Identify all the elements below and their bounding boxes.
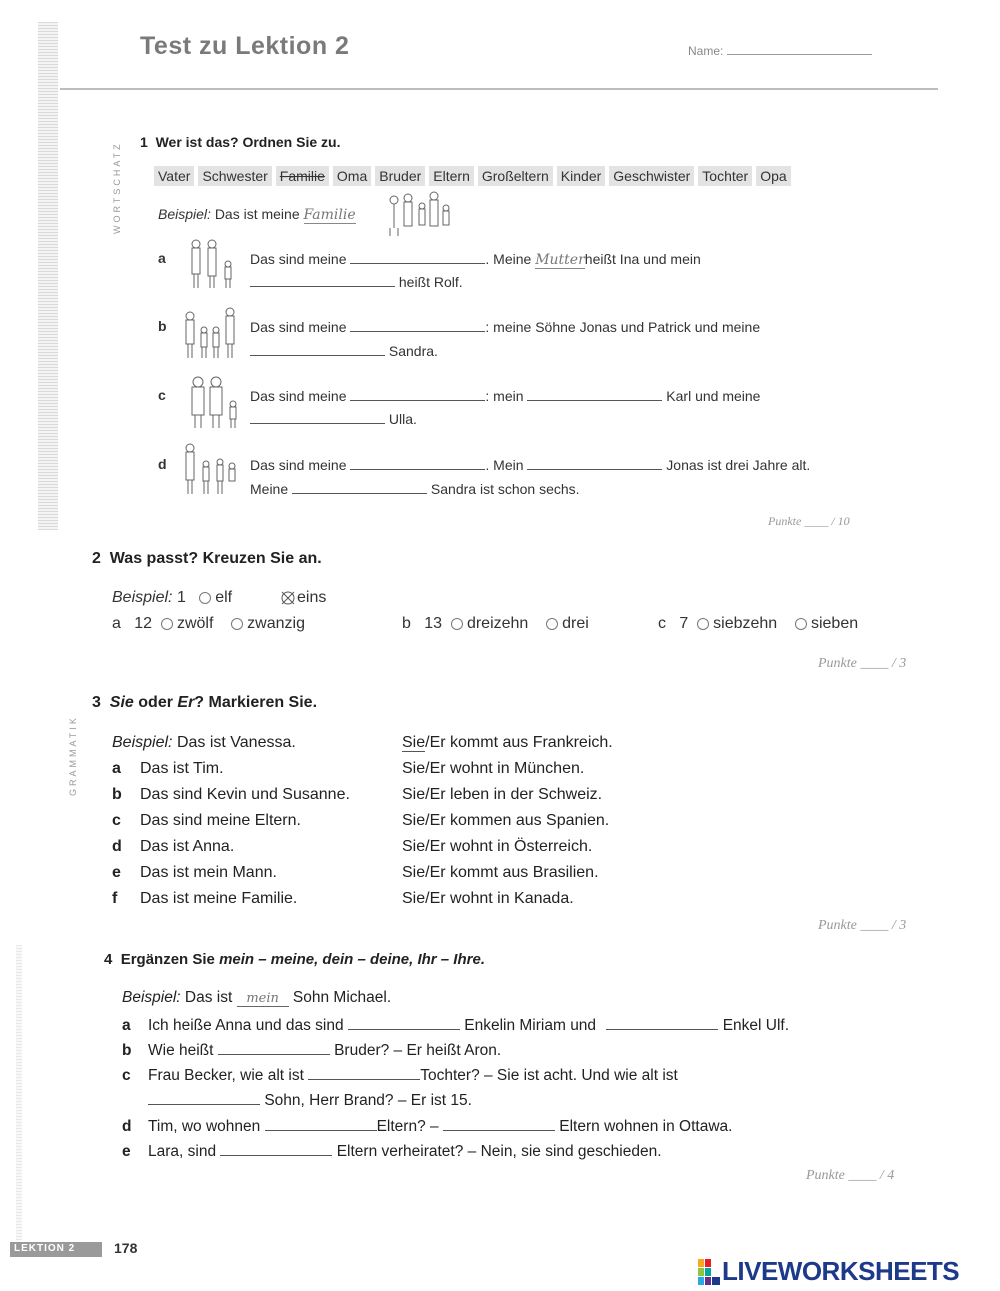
ex2-heading: 2 Was passt? Kreuzen Sie an.: [92, 550, 322, 567]
row-statement: Das ist Tim.: [140, 760, 224, 777]
word-bank-item: Kinder: [557, 166, 605, 186]
answer-blank[interactable]: [148, 1090, 260, 1105]
section-label-grammatik: GRAMMATIK: [68, 715, 78, 796]
ex2-row: c 7 siebzehn sieben: [658, 615, 859, 632]
family-illustration-c: [188, 372, 242, 430]
header-rule: [60, 88, 938, 90]
row-statement: Das ist Anna.: [140, 838, 235, 855]
row-statement: Das sind Kevin und Susanne.: [140, 786, 350, 803]
ex1-a-line1: Das sind meine . Meine Mutterheißt Ina und mein: [250, 251, 701, 268]
row-letter: b: [112, 786, 122, 803]
ex1-b-letter: b: [158, 318, 167, 334]
answer-blank[interactable]: [292, 479, 427, 494]
sie-er-choice[interactable]: Sie/Er kommen aus Spanien.: [402, 812, 610, 829]
ex1-b-line2: Sandra.: [250, 341, 438, 359]
handwritten-mein: mein: [237, 991, 289, 1007]
word-bank-item: Geschwister: [609, 166, 694, 186]
answer-blank[interactable]: [265, 1116, 377, 1131]
answer-blank[interactable]: [308, 1065, 420, 1080]
family-illustration-b: [182, 304, 240, 360]
row-statement: Das ist mein Mann.: [140, 864, 277, 881]
row-letter: d: [112, 838, 122, 855]
answer-blank[interactable]: [606, 1015, 718, 1030]
option-circle[interactable]: [161, 618, 173, 630]
ex2-row: a 12 zwölf zwanzig: [112, 615, 305, 632]
sie-er-choice[interactable]: Sie/Er wohnt in München.: [402, 760, 585, 777]
family-illustration-d: [182, 440, 240, 496]
option-circle[interactable]: [795, 618, 807, 630]
row-letter: a: [112, 760, 121, 777]
ex4-e: e Lara, sind Eltern verheiratet? – Nein, sie sind geschieden.: [122, 1143, 662, 1160]
word-bank-item: Eltern: [429, 166, 474, 186]
ex4-example: Beispiel: Das ist mein Sohn Michael.: [122, 989, 392, 1006]
option-circle[interactable]: [697, 618, 709, 630]
ex3-row: [112, 760, 585, 778]
answer-blank[interactable]: [527, 386, 662, 401]
ex4-heading: 4 Ergänzen Sie mein – meine, dein – deine, Ihr – Ihre.: [104, 951, 485, 968]
word-bank-item: Schwester: [198, 166, 271, 186]
word-bank-item: Oma: [333, 166, 371, 186]
handwritten-mutter: Mutter: [535, 252, 585, 268]
ex1-c-line1: Das sind meine : mein Karl und meine: [250, 388, 761, 404]
page-number: 178: [114, 1240, 138, 1256]
answer-blank[interactable]: [443, 1116, 555, 1131]
name-label: Name:: [688, 44, 872, 58]
ex3-score: Punkte ____ / 3: [818, 918, 907, 933]
crossed-circle: [281, 591, 295, 605]
row-letter: f: [112, 890, 118, 907]
answer-blank[interactable]: [250, 272, 395, 287]
family-illustration-a: [186, 236, 240, 290]
row-statement: Das sind meine Eltern.: [140, 812, 301, 829]
option-circle[interactable]: [231, 618, 243, 630]
answer-blank[interactable]: [348, 1015, 460, 1030]
ex1-b-line1: Das sind meine : meine Söhne Jonas und Patrick und meine: [250, 319, 761, 335]
ex4-a: a Ich heiße Anna und das sind Enkelin Miriam und Enkel Ulf.: [122, 1017, 790, 1034]
row-letter: c: [112, 812, 121, 829]
ex1-score: Punkte ____ / 10: [768, 514, 850, 528]
answer-blank[interactable]: [218, 1040, 330, 1055]
answer-blank[interactable]: [250, 341, 385, 356]
word-bank-item: Tochter: [698, 166, 752, 186]
section-label-wortschatz: WORTSCHATZ: [112, 141, 122, 234]
sie-er-choice[interactable]: Sie/Er kommt aus Brasilien.: [402, 864, 599, 881]
ex1-c-line2: Ulla.: [250, 409, 417, 427]
margin-stripe: [38, 22, 58, 530]
answer-blank[interactable]: [527, 455, 662, 470]
word-bank-item: Vater: [154, 166, 194, 186]
liveworksheets-logo: LIVEWORKSHEETS: [698, 1256, 959, 1287]
ex1-d-line2: Meine Sandra ist schon sechs.: [250, 481, 580, 497]
sie-er-choice[interactable]: Sie/Er wohnt in Kanada.: [402, 890, 574, 907]
ex2-example: Beispiel: 1 elf eins: [112, 589, 327, 606]
ex4-c: c Frau Becker, wie alt ist Tochter? – Sie ist acht. Und wie alt ist: [122, 1067, 678, 1084]
footer-lektion-badge: LEKTION 2: [10, 1242, 102, 1257]
word-bank: [154, 166, 791, 186]
sie-er-choice[interactable]: Sie/Er wohnt in Österreich.: [402, 838, 593, 855]
ex1-c-letter: c: [158, 387, 166, 403]
liveworksheets-icon: [698, 1259, 720, 1285]
ex1-a-line2: heißt Rolf.: [250, 272, 463, 290]
answer-blank[interactable]: [350, 249, 485, 264]
ex1-d-letter: d: [158, 456, 167, 472]
margin-stripe-lower: [16, 945, 22, 1240]
ex1-example: Beispiel: Das ist meine Familie: [158, 206, 356, 223]
word-bank-item: Bruder: [375, 166, 425, 186]
answer-blank[interactable]: [350, 386, 485, 401]
ex2-row: b 13 dreizehn drei: [402, 615, 589, 632]
ex1-heading: 1 Wer ist das? Ordnen Sie zu.: [140, 134, 341, 150]
page-title: Test zu Lektion 2: [140, 32, 350, 60]
sie-er-choice[interactable]: Sie/Er leben in der Schweiz.: [402, 786, 603, 803]
answer-blank[interactable]: [350, 317, 485, 332]
family-illustration-example: [384, 188, 454, 238]
ex4-c-cont: Sohn, Herr Brand? – Er ist 15.: [148, 1090, 472, 1110]
example-answer: Familie: [303, 207, 356, 223]
ex3-row: [112, 864, 599, 882]
ex4-d: d Tim, wo wohnen Eltern? – Eltern wohnen in Ottawa.: [122, 1118, 733, 1135]
ex3-row: [112, 890, 574, 908]
word-bank-item: Familie: [276, 166, 329, 186]
row-statement: Das ist meine Familie.: [140, 890, 298, 907]
option-circle[interactable]: [199, 592, 211, 604]
option-circle[interactable]: [546, 618, 558, 630]
ex3-example: Beispiel: Das ist Vanessa. Sie/Er kommt aus Frankreich.: [112, 734, 613, 751]
ex3-row: [112, 812, 610, 830]
option-circle[interactable]: [451, 618, 463, 630]
answer-blank[interactable]: [250, 409, 385, 424]
ex3-row: [112, 838, 593, 856]
answer-blank[interactable]: [220, 1141, 332, 1156]
ex1-d-line1: Das sind meine . Mein Jonas ist drei Jahre alt.: [250, 457, 811, 473]
word-bank-item: Großeltern: [478, 166, 553, 186]
ex4-b: b Wie heißt Bruder? – Er heißt Aron.: [122, 1042, 502, 1059]
ex2-score: Punkte ____ / 3: [818, 656, 907, 671]
answer-blank[interactable]: [350, 455, 485, 470]
word-bank-item: Opa: [756, 166, 790, 186]
name-field[interactable]: [727, 44, 872, 55]
ex3-row: [112, 786, 603, 804]
ex3-heading: 3 Sie oder Er? Markieren Sie.: [92, 694, 318, 711]
row-letter: e: [112, 864, 121, 881]
ex1-a-letter: a: [158, 250, 166, 266]
ex4-score: Punkte ____ / 4: [806, 1168, 895, 1183]
